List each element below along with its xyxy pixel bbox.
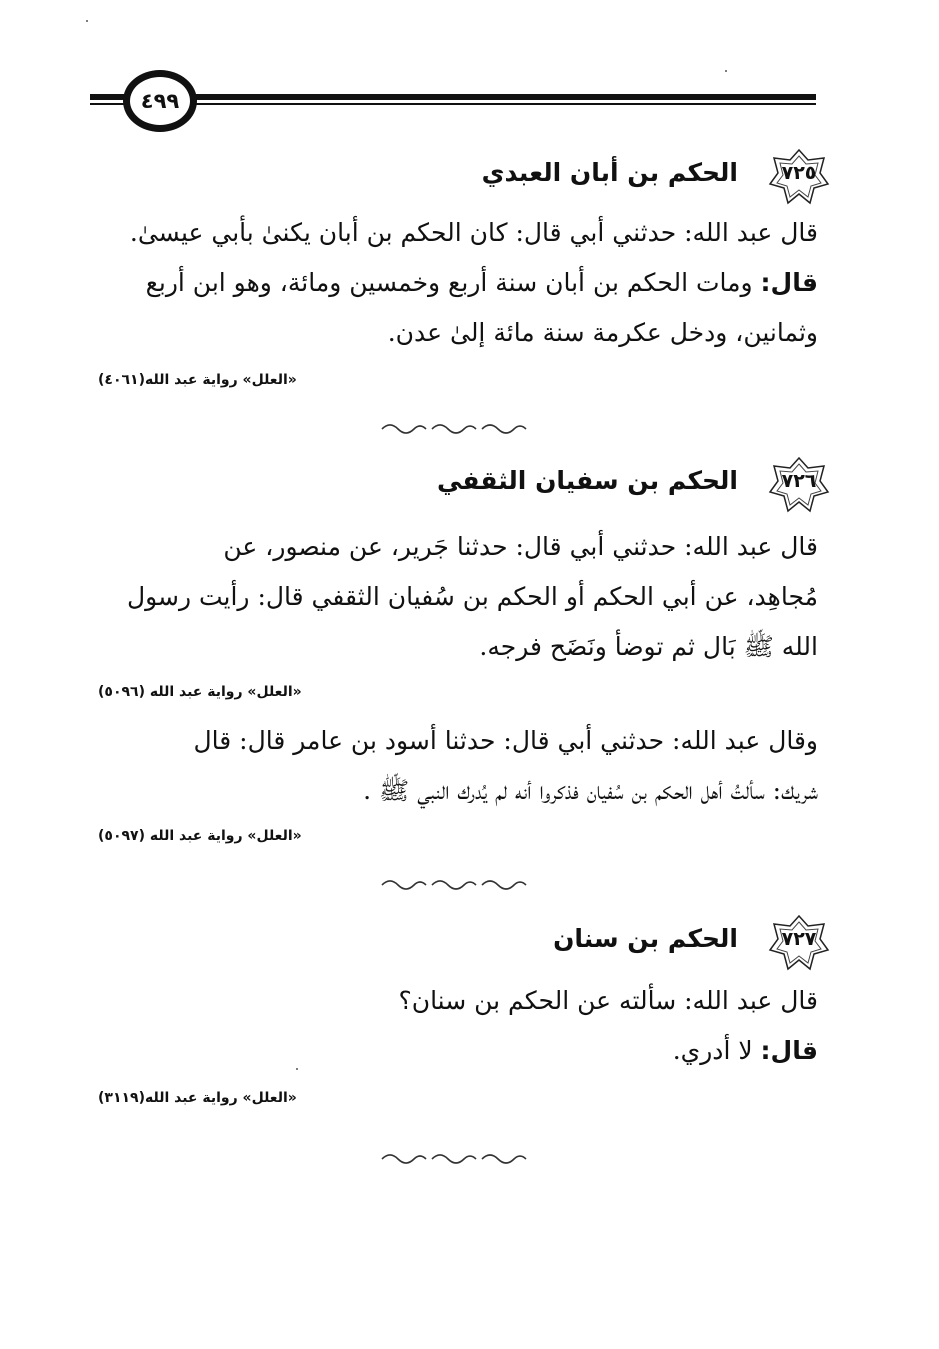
text-line	[98, 976, 818, 1026]
entry-title: الحكم بن سنان	[553, 924, 738, 953]
text-line	[98, 308, 818, 358]
scan-speck	[296, 1068, 298, 1070]
text-line	[98, 522, 818, 572]
line-lead: قال:	[760, 268, 818, 297]
source-citation: «العلل» رواية عبد الله (٥٠٩٦)	[98, 684, 302, 700]
header-rule	[90, 94, 816, 106]
text-line	[98, 572, 818, 622]
header-rule-thin	[90, 103, 816, 105]
text-line	[98, 622, 818, 672]
entry-number: ٧٢٥	[781, 162, 817, 184]
entry-title: الحكم بن سفيان الثقفي	[436, 466, 738, 495]
line-lead: قال:	[760, 1036, 818, 1065]
entry-paragraph	[98, 716, 818, 816]
source-citation: «العلل» رواية عبد الله(٤٠٦١)	[98, 372, 297, 388]
entry-paragraph	[98, 522, 818, 672]
entry-number: ٧٢٧	[781, 928, 817, 950]
line-text: قال عبد الله: سألته عن الحكم بن سنان؟	[398, 986, 818, 1015]
scan-speck	[725, 70, 727, 72]
separator-ornament-icon	[380, 878, 532, 892]
line-text: الله ﷺ بَال ثم توضأ ونَضَح فرجه.	[479, 632, 818, 661]
line-text: لا أدري.	[672, 1036, 761, 1065]
separator-ornament-icon	[380, 422, 532, 436]
entry-paragraph	[98, 976, 818, 1076]
source-citation: «العلل» رواية عبد الله(٣١١٩)	[98, 1090, 297, 1106]
separator-ornament-icon	[380, 1152, 532, 1166]
entry-heading	[300, 148, 830, 208]
entry-heading	[300, 456, 830, 516]
header-rule-thick	[90, 94, 816, 100]
entry-number-badge	[768, 148, 830, 206]
text-line	[98, 716, 818, 766]
line-text: ومات الحكم بن أبان سنة أربع وخمسين ومائة، وهو ابن أربع	[145, 268, 761, 297]
entry-number: ٧٢٦	[781, 470, 817, 492]
source-citation: «العلل» رواية عبد الله (٥٠٩٧)	[98, 828, 302, 844]
line-text: قال عبد الله: حدثني أبي قال: كان الحكم بن أبان يكنىٰ بأبي عيسىٰ.	[129, 218, 818, 247]
entry-title: الحكم بن أبان العبدي	[481, 158, 738, 187]
text-line	[98, 1026, 818, 1076]
text-line	[98, 766, 818, 816]
entry-number-badge	[768, 914, 830, 972]
text-line	[98, 258, 818, 308]
line-text: قال عبد الله: حدثني أبي قال: حدثنا جَرير، عن منصور، عن	[223, 532, 818, 561]
line-text: وثمانين، ودخل عكرمة سنة مائة إلىٰ عدن.	[387, 318, 818, 347]
entry-number-badge	[768, 456, 830, 514]
line-text: مُجاهِد، عن أبي الحكم أو الحكم بن سُفيان الثقفي قال: رأيت رسول	[126, 582, 818, 611]
page-number: ٤٩٩	[123, 70, 197, 132]
text-line	[98, 208, 818, 258]
scan-speck	[86, 20, 88, 22]
line-text: وقال عبد الله: حدثني أبي قال: حدثنا أسود بن عامر قال: قال	[193, 726, 818, 755]
entry-heading	[300, 914, 830, 974]
entry-paragraph	[98, 208, 818, 358]
line-text: شريك: سألتُ أهل الحكم بن سُفيان فذكروا أنه لم يُدرك النبي ﷺ .	[363, 776, 818, 805]
